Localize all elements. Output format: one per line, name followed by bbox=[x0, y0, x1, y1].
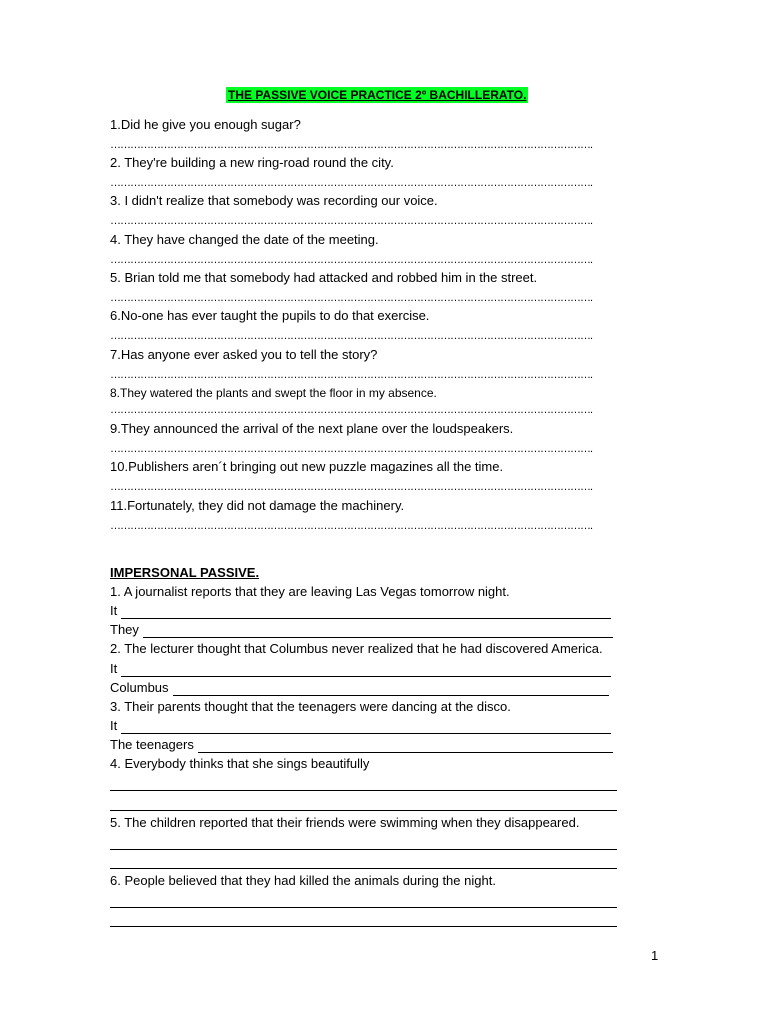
prompt-teenagers: The teenagers bbox=[110, 737, 194, 752]
answer-line[interactable] bbox=[110, 809, 617, 811]
section-heading-impersonal: IMPERSONAL PASSIVE. bbox=[110, 565, 260, 580]
prompt-columbus: Columbus bbox=[110, 680, 169, 695]
answer-dots-6: ………………………………………………………………………………………………………………………………. bbox=[110, 330, 593, 342]
answer-dots-11: ………………………………………………………………………………………………………………………………. bbox=[110, 520, 593, 532]
question-4: 4. They have changed the date of the meeting. bbox=[110, 232, 379, 247]
question-11: 11.Fortunately, they did not damage the machinery. bbox=[110, 498, 405, 513]
answer-line[interactable] bbox=[110, 906, 617, 908]
answer-row-3a bbox=[110, 718, 611, 734]
answer-dots-9: ………………………………………………………………………………………………………………………………. bbox=[110, 443, 593, 455]
prompt-it: It bbox=[110, 718, 118, 733]
question-1: 1.Did he give you enough sugar? bbox=[110, 117, 301, 132]
answer-dots-1: ………………………………………………………………………………………………………………………………. bbox=[110, 139, 593, 151]
impersonal-item-3: 3. Their parents thought that the teenagers were dancing at the disco. bbox=[110, 699, 511, 714]
impersonal-item-1: 1. A journalist reports that they are leaving Las Vegas tomorrow night. bbox=[110, 584, 510, 599]
page-title: THE PASSIVE VOICE PRACTICE 2º BACHILLERATO. bbox=[228, 88, 527, 102]
answer-line[interactable] bbox=[121, 606, 611, 619]
answer-row-3b bbox=[110, 737, 613, 753]
answer-line[interactable] bbox=[110, 867, 617, 869]
answer-line[interactable] bbox=[198, 740, 613, 753]
prompt-it: It bbox=[110, 661, 118, 676]
answer-line[interactable] bbox=[173, 683, 609, 696]
prompt-they: They bbox=[110, 622, 139, 637]
answer-row-1b bbox=[110, 622, 613, 638]
answer-dots-8: ………………………………………………………………………………………………………………………………. bbox=[110, 404, 593, 416]
answer-line[interactable] bbox=[121, 721, 611, 734]
answer-line[interactable] bbox=[110, 848, 617, 850]
answer-line[interactable] bbox=[110, 925, 617, 927]
answer-dots-2: ………………………………………………………………………………………………………………………………. bbox=[110, 177, 593, 189]
question-10: 10.Publishers aren´t bringing out new puzzle magazines all the time. bbox=[110, 459, 504, 474]
prompt-it: It bbox=[110, 603, 118, 618]
answer-dots-3: ………………………………………………………………………………………………………………………………. bbox=[110, 215, 593, 227]
question-9: 9.They announced the arrival of the next plane over the loudspeakers. bbox=[110, 421, 514, 436]
answer-dots-4: ………………………………………………………………………………………………………………………………. bbox=[110, 254, 593, 266]
answer-line[interactable] bbox=[121, 664, 611, 677]
impersonal-item-5: 5. The children reported that their friends were swimming when they disappeared. bbox=[110, 815, 580, 830]
answer-line[interactable] bbox=[110, 789, 617, 791]
question-6: 6.No-one has ever taught the pupils to do that exercise. bbox=[110, 308, 430, 323]
page-number: 1 bbox=[651, 948, 659, 963]
impersonal-item-6: 6. People believed that they had killed the animals during the night. bbox=[110, 873, 496, 888]
answer-dots-7: ………………………………………………………………………………………………………………………………. bbox=[110, 369, 593, 381]
answer-row-2b bbox=[110, 680, 609, 696]
answer-line[interactable] bbox=[143, 625, 613, 638]
answer-row-2a bbox=[110, 661, 611, 677]
impersonal-item-2: 2. The lecturer thought that Columbus never realized that he had discovered America. bbox=[110, 641, 603, 656]
impersonal-item-4: 4. Everybody thinks that she sings beautifully bbox=[110, 756, 370, 771]
answer-dots-5: ………………………………………………………………………………………………………………………………. bbox=[110, 292, 593, 304]
question-8: 8.They watered the plants and swept the floor in my absence. bbox=[110, 386, 437, 400]
question-7: 7.Has anyone ever asked you to tell the story? bbox=[110, 347, 378, 362]
answer-dots-10: ………………………………………………………………………………………………………………………………. bbox=[110, 481, 593, 493]
question-2: 2. They're building a new ring-road round the city. bbox=[110, 155, 394, 170]
question-3: 3. I didn't realize that somebody was recording our voice. bbox=[110, 193, 438, 208]
answer-row-1a bbox=[110, 603, 611, 619]
question-5: 5. Brian told me that somebody had attacked and robbed him in the street. bbox=[110, 270, 538, 285]
